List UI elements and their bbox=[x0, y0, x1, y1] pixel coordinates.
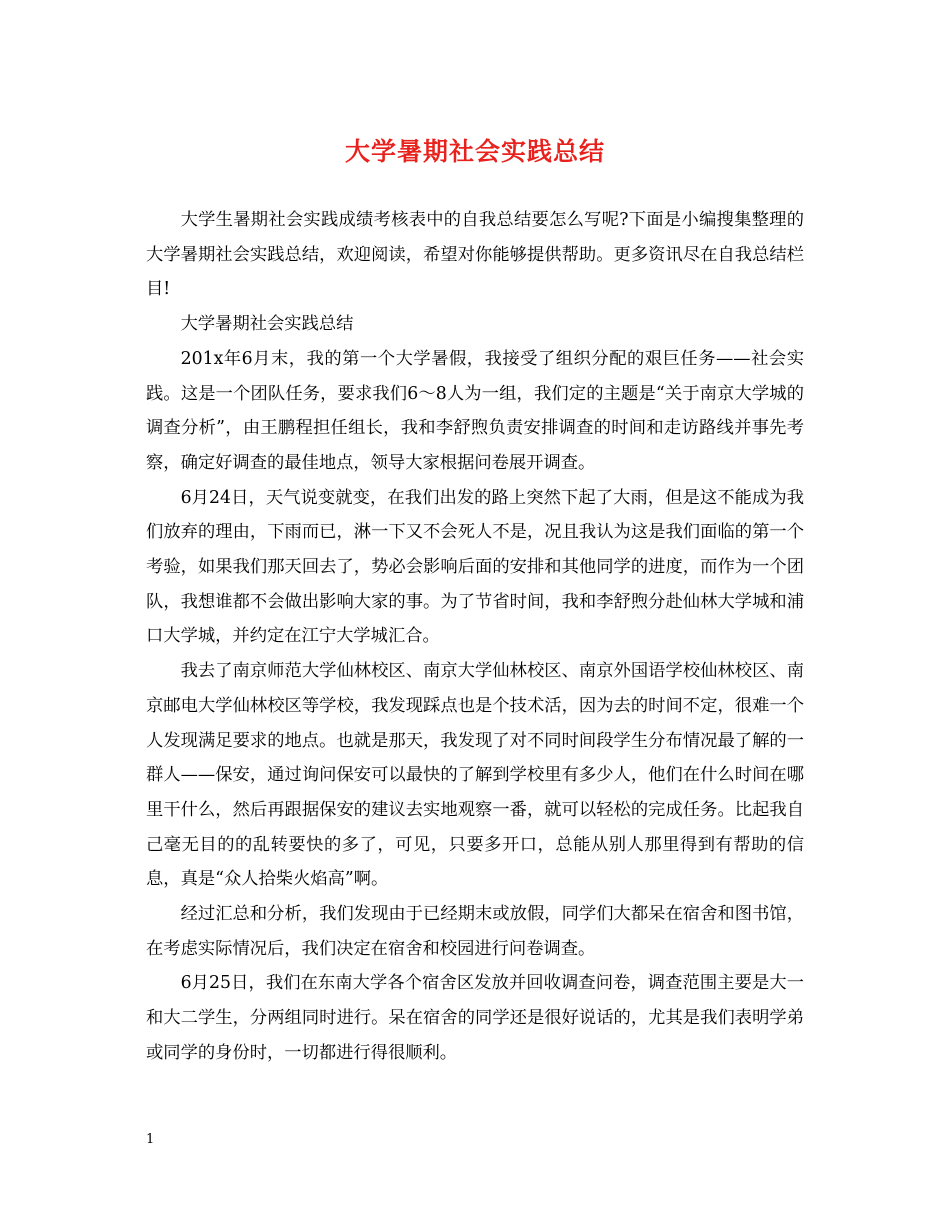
body-paragraph: 经过汇总和分析，我们发现由于已经期末或放假，同学们大都呆在宿舍和图书馆，在考虑实际情况后，我们决定在宿舍和校园进行问卷调查。 bbox=[146, 904, 804, 959]
section-heading: 大学暑期社会实践总结 bbox=[180, 314, 354, 335]
body-paragraph: 6月25日，我们在东南大学各个宿舍区发放并回收调查问卷，调查范围主要是大一和大二学生，分两组同时进行。呆在宿舍的同学还是很好说话的，尤其是我们表明学弟或同学的身份时，一切都进行得很顺利。 bbox=[146, 973, 804, 1063]
body-paragraph: 我去了南京师范大学仙林校区、南京大学仙林校区、南京外国语学校仙林校区、南京邮电大学仙林校区等学校，我发现踩点也是个技术活，因为去的时间不定，很难一个人发现满足要求的地点。也就是那天，我发现了对不同时间段学生分布情况最了解的一群人——保安，通过询问保安可以最快的了解到学校里有多少人，他们在什么时间在哪里干什么，然后再跟据保安的建议去实地观察一番，就可以轻松的完成任务。比起我自己毫无目的的乱转要快的多了，可见，只要多开口，总能从别人那里得到有帮助的信息，真是“众人拾柴火焰高”啊。 bbox=[146, 661, 804, 890]
document-title: 大学暑期社会实践总结 bbox=[344, 137, 605, 166]
body-paragraph: 6月24日，天气说变就变，在我们出发的路上突然下起了大雨，但是这不能成为我们放弃的理由，下雨而已，淋一下又不会死人不是，况且我认为这是我们面临的第一个考验，如果我们那天回去了，势必会影响后面的安排和其他同学的进度，而作为一个团队，我想谁都不会做出影响大家的事。为了节省时间，我和李舒煦分赴仙林大学城和浦口大学城，并约定在江宁大学城汇合。 bbox=[146, 487, 804, 647]
document-body bbox=[146, 203, 804, 1071]
page-number: 1 bbox=[146, 1132, 155, 1147]
intro-paragraph: 大学生暑期社会实践成绩考核表中的自我总结要怎么写呢?下面是小编搜集整理的大学暑期社会实践总结，欢迎阅读，希望对你能够提供帮助。更多资讯尽在自我总结栏目! bbox=[146, 210, 804, 300]
body-paragraph: 201x年6月末，我的第一个大学暑假，我接受了组织分配的艰巨任务——社会实践。这是一个团队任务，要求我们6～8人为一组，我们定的主题是“关于南京大学城的调查分析”，由王鹏程担任组长，我和李舒煦负责安排调查的时间和走访路线并事先考察，确定好调查的最佳地点，领导大家根据问卷展开调查。 bbox=[146, 348, 804, 473]
